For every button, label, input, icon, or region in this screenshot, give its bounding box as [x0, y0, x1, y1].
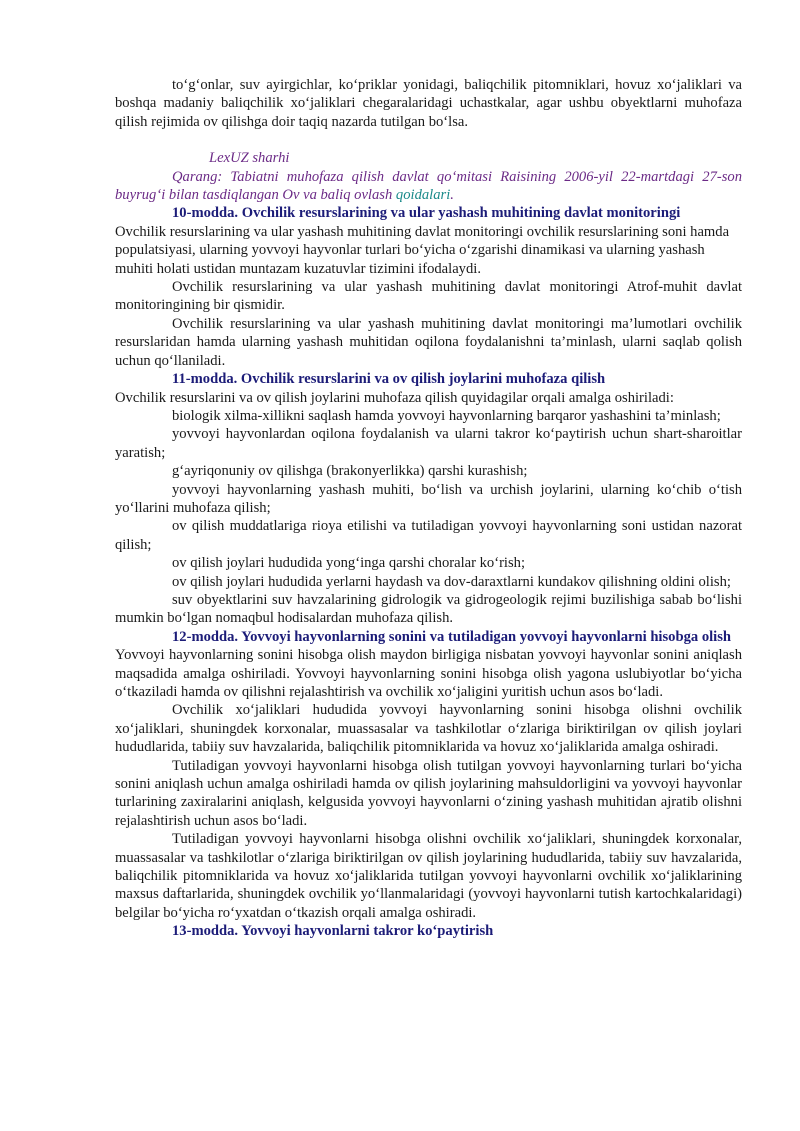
document-page — [115, 76, 742, 941]
lexuz-comment-text — [115, 168, 742, 205]
article-11-item: yovvoyi hayvonlarning yashash muhiti, bo‘lish va urchish joylarini, ularning ko‘chib o‘tish yo‘llarini muhofaza qilish; — [115, 481, 742, 516]
article-12-heading: 12-modda. Yovvoyi hayvonlarning sonini va tutiladigan yovvoyi hayvonlarni hisobga olish — [172, 628, 732, 645]
lexuz-comment-title: LexUZ sharhi — [209, 150, 290, 167]
article-11-item: ov qilish joylari hududida yerlarni haydash va dov-daraxtlarni kundakov qilishning oldini olish; — [172, 573, 731, 590]
article-10-paragraph-3: Ovchilik resurslarining va ular yashash muhitining davlat monitoringi ma’lumotlari ovchilik resurslaridan hamda ularning yashash muhitidan oqilona foydalanishni ta’minlash, ularni saqlab qolish uchun qo‘llaniladi. — [115, 315, 742, 369]
article-12-paragraph-1: Yovvoyi hayvonlarning sonini hisobga olish maydon birligiga nisbatan yovvoyi hayvonlar sonini aniqlash maqsadida amalga oshiriladi. Yovvoyi hayvonlarning sonini hisobga olish yagona uslubiyotlar bo‘yicha o‘tkaziladi hamda ov qilishni rejalashtirish va ovchilik xo‘jaligini yuritish uchun asos bo‘ladi. — [115, 647, 742, 700]
article-11-intro: Ovchilik resurslarini va ov qilish joylarini muhofaza qilish quyidagilar orqali amalga oshiriladi: — [115, 389, 674, 406]
article-11-item: yovvoyi hayvonlardan oqilona foydalanish va ularni takror ko‘paytirish uchun shart-sharoitlar yaratish; — [115, 426, 742, 461]
article-10-paragraph-1: Ovchilik resurslarining va ular yashash muhitining davlat monitoringi ovchilik resurslarining soni hamda populatsiyasi, ularning yovvoyi hayvonlar turlari bo‘yicha o‘zgarishi dinamikasi va ularning yashash muhiti holati ustidan muntazam kuzatuvlar tizimini ifodalaydi. — [115, 223, 730, 277]
article-11-item: biologik xilma-xillikni saqlash hamda yovvoyi hayvonlarning barqaror yashashini ta’minlash; — [172, 407, 721, 424]
rules-link[interactable]: qoidalari — [395, 187, 451, 204]
article-11-item: ov qilish joylari hududida yong‘inga qarshi choralar ko‘rish; — [172, 555, 526, 572]
article-12-paragraph-3: Tutiladigan yovvoyi hayvonlarni hisobga olish tutilgan yovvoyi hayvonlarning turlari bo‘yicha sonini aniqlash uchun amalga oshiriladi hamda ov qilish joylarining mahsuldorligini va yovvoyi hayvonlar turlarining zaxiralarini aniqlash, kelgusida yovvoyi hayvonlarni o‘zining yashash muhitidan ajratib olishni rejalashtirish uchun asos bo‘ladi. — [115, 757, 742, 829]
article-11-item: suv obyektlarini suv havzalarining gidrologik va gidrogeologik rejimi buzilishiga sabab bo‘lishi mumkin bo‘lgan nomaqbul hodisalardan muhofaza qilish. — [115, 591, 742, 627]
intro-paragraph: to‘g‘onlar, suv ayirgichlar, ko‘priklar yonidagi, baliqchilik pitomniklari, hovuz xo‘jaliklari va boshqa madaniy baliqchilik xo‘jaliklari chegaralaridagi uchastkalar, agar ushbu obyektlarni muhofaza qilish rejimida ov qilishga doir taqiq nazarda tutilgan bo‘lsa. — [115, 77, 742, 130]
article-11-heading: 11-modda. Ovchilik resurslarini va ov qilish joylarini muhofaza qilish — [172, 371, 606, 388]
lexuz-comment-body: Qarang: Tabiatni muhofaza qilish davlat qo‘mitasi Raisining 2006-yil 22-martdagi 27-son buyrug‘i bilan tasdiqlangan Ov va baliq ovlash — [115, 168, 742, 204]
article-10-heading: 10-modda. Ovchilik resurslarining va ular yashash muhitining davlat monitoringi — [172, 205, 681, 222]
article-10-paragraph-2: Ovchilik resurslarining va ular yashash muhitining davlat monitoringi Atrof-muhit davlat monitoringining bir qismidir. — [115, 279, 742, 314]
article-11-item: g‘ayriqonuniy ov qilishga (brakonyerlikka) qarshi kurashish; — [172, 463, 528, 480]
article-12-paragraph-2: Ovchilik xo‘jaliklari hududida yovvoyi hayvonlarning sonini hisobga olishni ovchilik xo‘jaliklari, shuningdek korxonalar, muassasalar va tashkilotlar o‘zlariga biriktirilgan ov qilish joylari hududlarida, tabiiy suv havzalarida, baliqchilik pitomniklarida va hovuz xo‘jaliklarida amalga oshiradi. — [115, 702, 742, 756]
article-11-item: ov qilish muddatlariga rioya etilishi va tutiladigan yovvoyi hayvonlarning soni ustidan nazorat qilish; — [115, 518, 742, 553]
lexuz-comment-tail: . — [450, 187, 454, 204]
article-13-heading: 13-modda. Yovvoyi hayvonlarni takror ko‘paytirish — [172, 923, 494, 940]
article-12-paragraph-4: Tutiladigan yovvoyi hayvonlarni hisobga olishni ovchilik xo‘jaliklari, shuningdek korxonalar, muassasalar va tashkilotlar o‘zlariga biriktirilgan ov qilish joylarining hududlarida, tabiiy suv havzalarida, baliqchilik pitomniklarida va hovuz xo‘jaliklarida tutilgan yovvoyi hayvonlarni ovchilik xo‘jaliklarining maxsus daftarlarida, shuningdek ovchilik yo‘llanmalaridagi (yovvoyi hayvonlarni tutish kartochkalaridagi) belgilar bo‘yicha ro‘yxatdan o‘tkazish orqali amalga oshiradi. — [115, 831, 742, 921]
